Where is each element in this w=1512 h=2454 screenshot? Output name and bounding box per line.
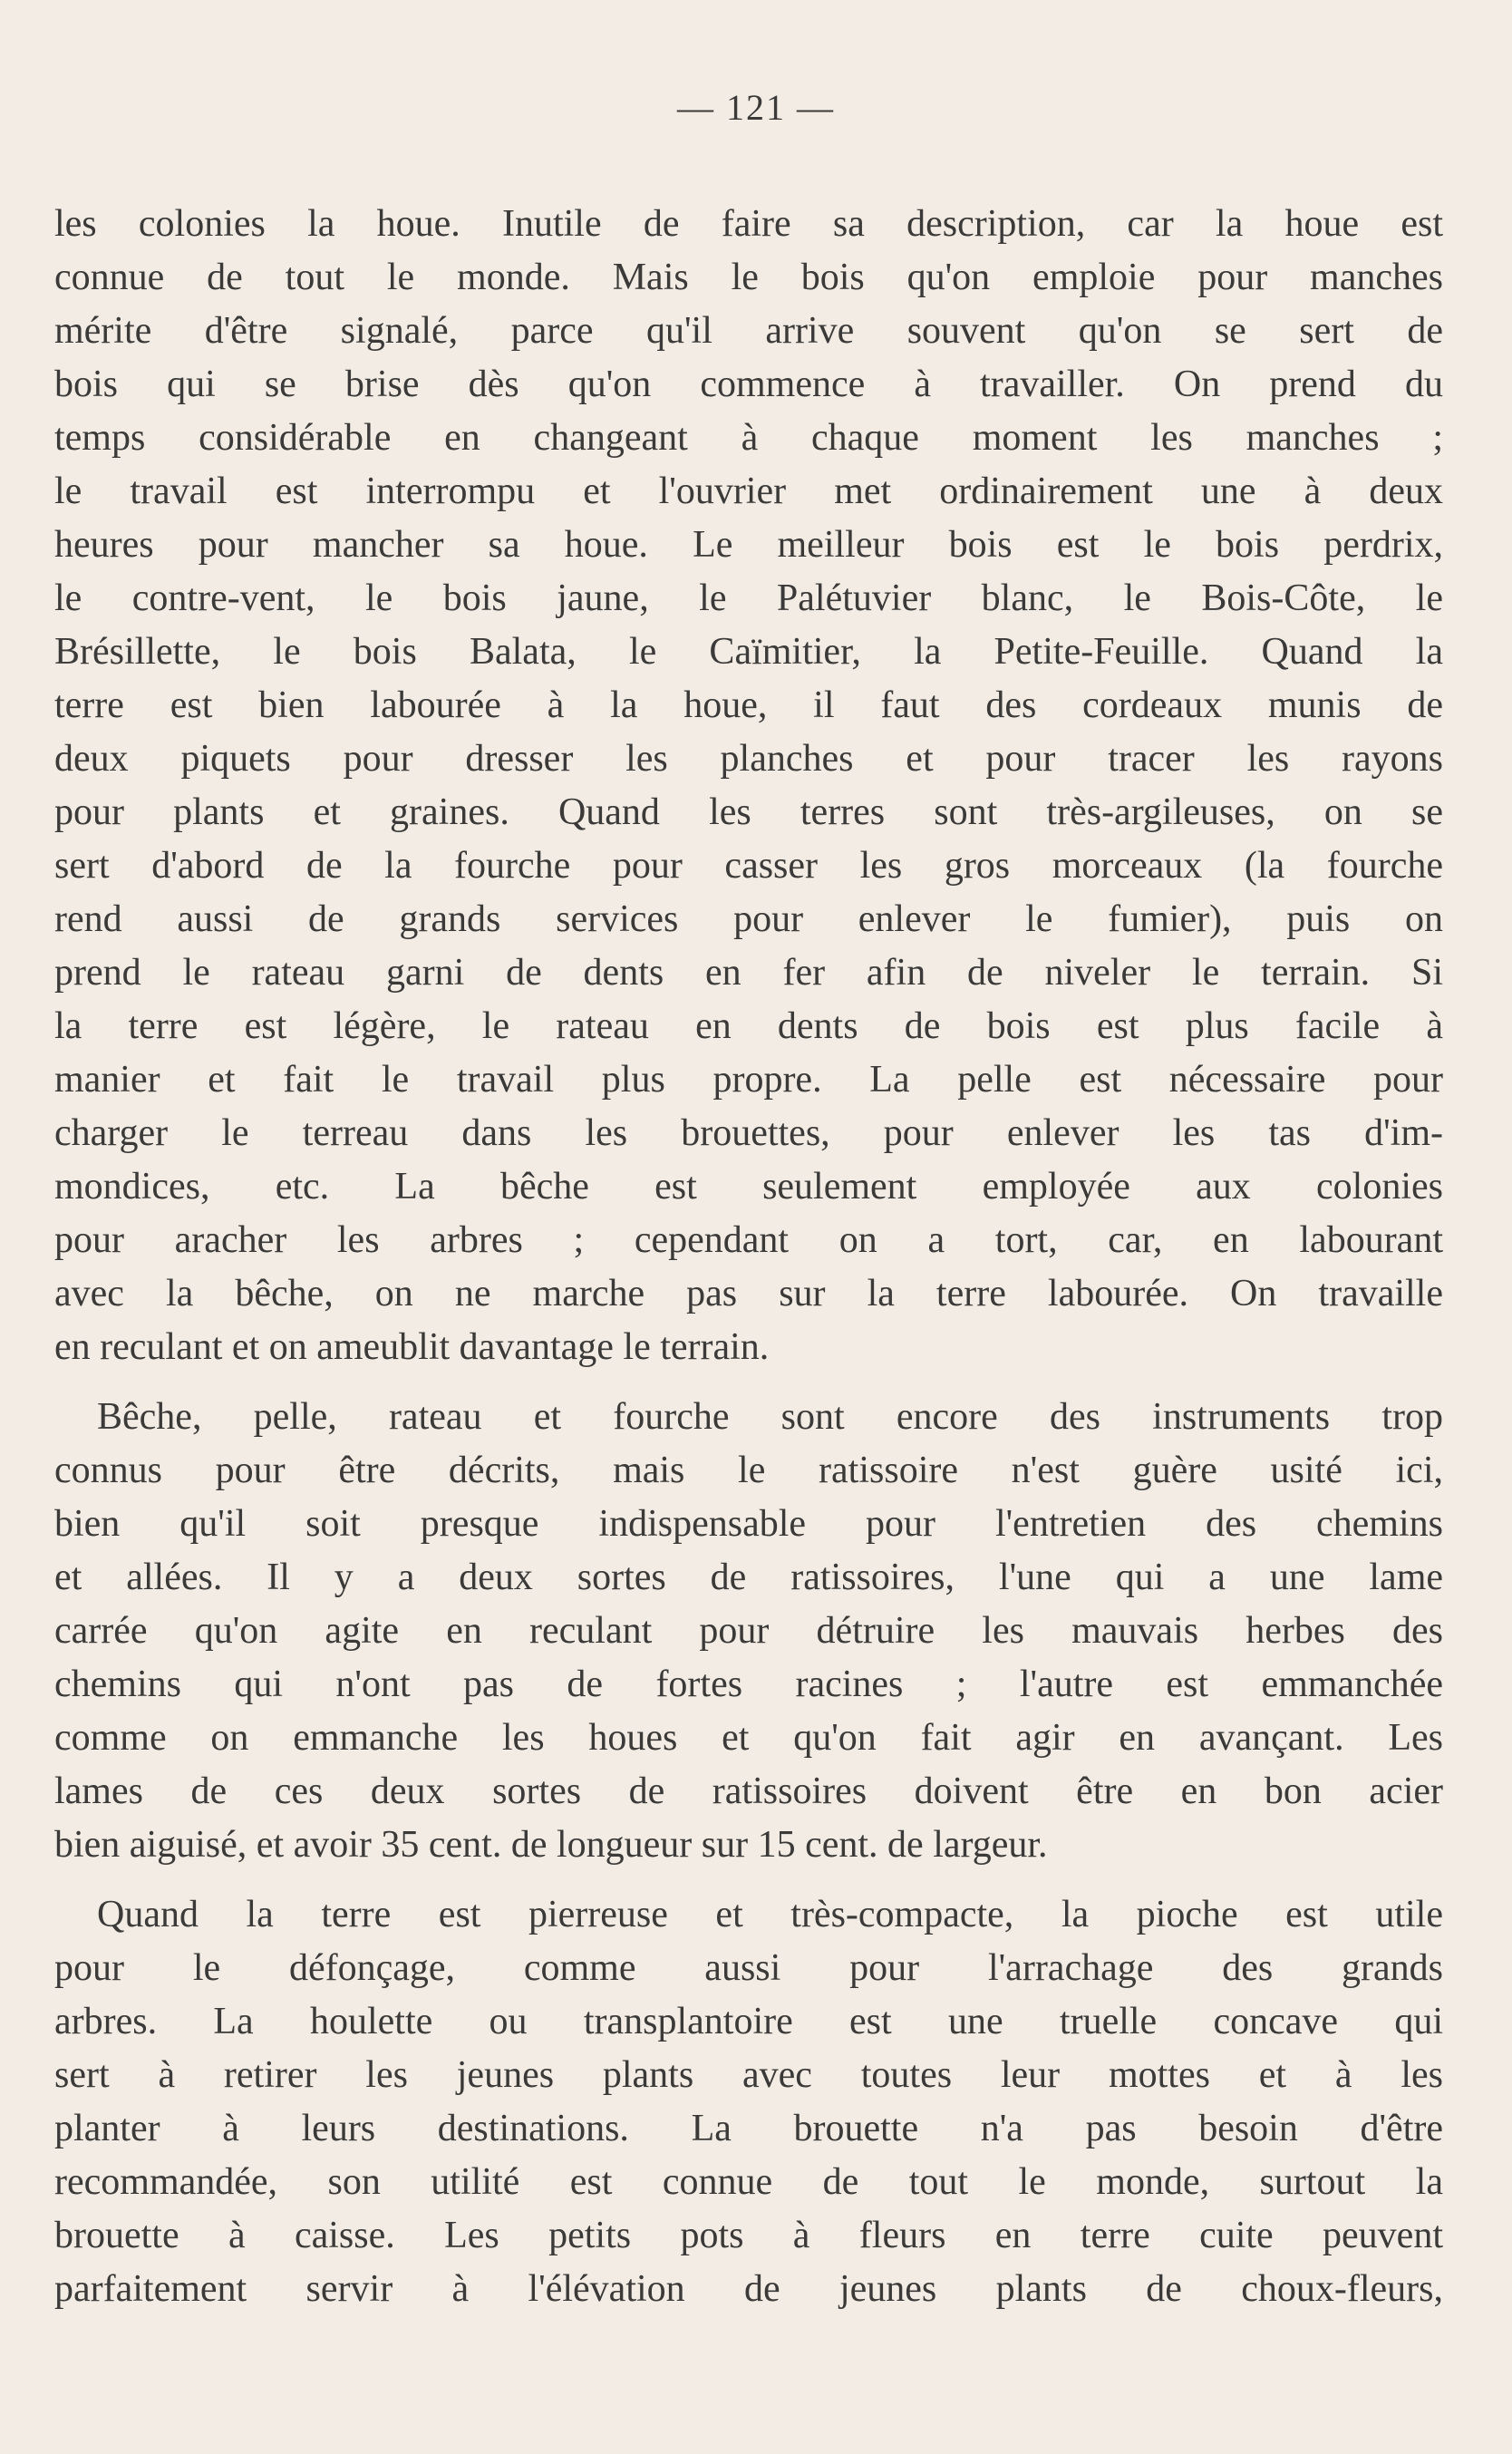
text-line: recommandée, son utilité est connue de tout le monde, surtout la: [54, 2161, 1443, 2203]
paragraph: [54, 198, 1443, 1374]
text-line: sert d'abord de la fourche pour casser les gros morceaux (la fourche: [54, 845, 1443, 887]
text-line: bois qui se brise dès qu'on commence à travailler. On prend du: [54, 364, 1443, 405]
text-line: pour le défonçage, comme aussi pour l'arrachage des grands: [54, 1947, 1443, 1989]
page-number: — 121 —: [677, 87, 835, 128]
text-line: les colonies la houe. Inutile de faire sa description, car la houe est: [54, 203, 1443, 245]
text-line: la terre est légère, le rateau en dents de bois est plus facile à: [54, 1005, 1443, 1047]
text-line: temps considérable en changeant à chaque moment les manches ;: [54, 417, 1443, 459]
text-line: lames de ces deux sortes de ratissoires doivent être en bon acier: [54, 1770, 1443, 1812]
text-line: heures pour mancher sa houe. Le meilleur bois est le bois perdrix,: [54, 524, 1443, 566]
text-line: Brésillette, le bois Balata, le Caïmitier, la Petite-Feuille. Quand la: [54, 631, 1443, 673]
text-line: brouette à caisse. Les petits pots à fleurs en terre cuite peuvent: [54, 2215, 1443, 2256]
text-line: le travail est interrompu et l'ouvrier met ordinairement une à deux: [54, 470, 1443, 512]
text-line: planter à leurs destinations. La brouette n'a pas besoin d'être: [54, 2108, 1443, 2149]
text-line: terre est bien labourée à la houe, il faut des cordeaux munis de: [54, 684, 1443, 726]
text-line: rend aussi de grands services pour enlever le fumier), puis on: [54, 898, 1443, 940]
text-line: en reculant et on ameublit davantage le terrain.: [54, 1326, 770, 1368]
paragraph: [54, 1888, 1443, 2316]
text-line: manier et fait le travail plus propre. La pelle est nécessaire pour: [54, 1059, 1443, 1101]
text-line: carrée qu'on agite en reculant pour détruire les mauvais herbes des: [54, 1610, 1443, 1652]
text-line: Quand la terre est pierreuse et très-compacte, la pioche est utile: [97, 1894, 1443, 1935]
text-line: et allées. Il y a deux sortes de ratissoires, l'une qui a une lame: [54, 1557, 1443, 1598]
page-body-text: [54, 198, 1443, 2316]
text-line: charger le terreau dans les brouettes, pour enlever les tas d'im-: [54, 1112, 1443, 1154]
text-line: bien qu'il soit presque indispensable pour l'entretien des chemins: [54, 1503, 1443, 1545]
text-line: arbres. La houlette ou transplantoire est une truelle concave qui: [54, 2001, 1443, 2042]
text-line: connue de tout le monde. Mais le bois qu'on emploie pour manches: [54, 257, 1443, 298]
text-line: chemins qui n'ont pas de fortes racines ; l'autre est emmanchée: [54, 1663, 1443, 1705]
text-line: pour aracher les arbres ; cependant on a tort, car, en labourant: [54, 1219, 1443, 1261]
text-line: connus pour être décrits, mais le ratissoire n'est guère usité ici,: [54, 1450, 1443, 1491]
text-line: mondices, etc. La bêche est seulement employée aux colonies: [54, 1166, 1443, 1208]
text-line: pour plants et graines. Quand les terres sont très-argileuses, on se: [54, 791, 1443, 833]
text-line: parfaitement servir à l'élévation de jeunes plants de choux-fleurs,: [54, 2268, 1443, 2310]
text-line: comme on emmanche les houes et qu'on fait agir en avançant. Les: [54, 1717, 1443, 1759]
paragraph: [54, 1391, 1443, 1872]
text-line: sert à retirer les jeunes plants avec toutes leur mottes et à les: [54, 2054, 1443, 2096]
text-line: prend le rateau garni de dents en fer afin de niveler le terrain. Si: [54, 952, 1443, 994]
text-line: bien aiguisé, et avoir 35 cent. de longueur sur 15 cent. de largeur.: [54, 1824, 1048, 1866]
text-line: le contre-vent, le bois jaune, le Palétuvier blanc, le Bois-Côte, le: [54, 577, 1443, 619]
text-line: deux piquets pour dresser les planches et pour tracer les rayons: [54, 738, 1443, 780]
text-line: avec la bêche, on ne marche pas sur la terre labourée. On travaille: [54, 1273, 1443, 1314]
text-line: mérite d'être signalé, parce qu'il arrive souvent qu'on se sert de: [54, 310, 1443, 352]
text-line: Bêche, pelle, rateau et fourche sont encore des instruments trop: [97, 1396, 1443, 1438]
